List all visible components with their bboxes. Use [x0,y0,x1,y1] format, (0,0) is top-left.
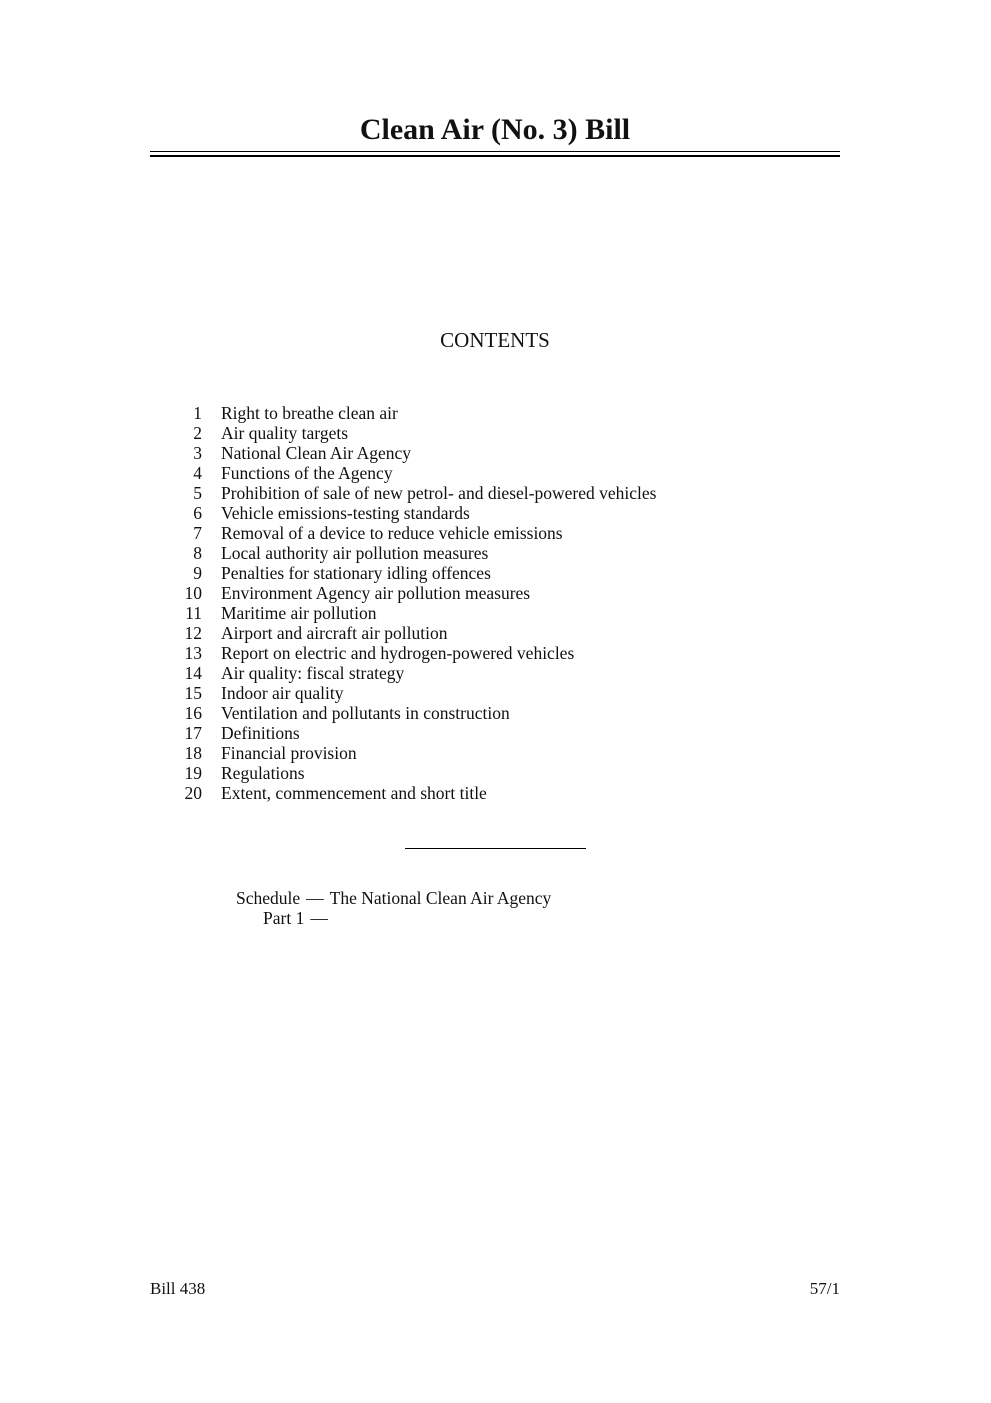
clause-number: 3 [193,443,202,463]
contents-item [170,423,656,443]
contents-item [170,403,656,423]
title-rule-thin [150,151,840,152]
clause-title: Air quality: fiscal strategy [221,663,405,683]
clause-number: 17 [184,723,202,743]
schedule-title: The National Clean Air Agency [329,888,552,908]
contents-item [170,663,656,683]
schedule-entry [236,888,551,908]
contents-item [170,743,656,763]
contents-item [170,643,656,663]
clause-number: 1 [193,403,202,423]
clause-number: 7 [193,523,202,543]
schedule-dash: — [306,888,324,908]
contents-item [170,783,656,803]
clause-number: 14 [184,663,202,683]
clause-number: 5 [193,483,202,503]
section-divider [405,848,586,849]
clause-title: Local authority air pollution measures [221,543,489,563]
schedule-part-label: Part 1 [263,908,305,928]
clause-title: Airport and aircraft air pollution [221,623,448,643]
clause-title: Extent, commencement and short title [221,783,487,803]
title-rule-thick [150,155,840,157]
clause-number: 10 [184,583,202,603]
clause-title: Functions of the Agency [221,463,393,483]
bill-title: Clean Air (No. 3) Bill [359,113,631,146]
clause-number: 2 [193,423,202,443]
clause-title: Penalties for stationary idling offences [221,563,491,583]
clause-number: 12 [184,623,202,643]
clause-number: 16 [184,703,202,723]
clause-title: Regulations [221,763,305,783]
clause-title: Definitions [221,723,300,743]
clause-title: National Clean Air Agency [221,443,412,463]
contents-item [170,563,656,583]
contents-item [170,603,656,623]
contents-item [170,483,656,503]
clause-title: Maritime air pollution [221,603,377,623]
clause-number: 15 [184,683,202,703]
contents-item [170,723,656,743]
clause-title: Right to breathe clean air [221,403,398,423]
contents-heading: CONTENTS [440,328,550,352]
print-reference: 57/1 [809,1279,840,1298]
contents-item [170,503,656,523]
clause-number: 6 [193,503,202,523]
contents-item [170,703,656,723]
clause-title: Financial provision [221,743,357,763]
contents-item [170,763,656,783]
clause-number: 11 [185,603,202,623]
clause-number: 9 [193,563,202,583]
clause-title: Prohibition of sale of new petrol- and diesel-powered vehicles [221,483,657,503]
contents-item [170,683,656,703]
schedule-part-entry [236,908,551,928]
contents-item [170,583,656,603]
clause-title: Ventilation and pollutants in construction [221,703,510,723]
contents-item [170,623,656,643]
clause-title: Removal of a device to reduce vehicle emissions [221,523,563,543]
clause-title: Report on electric and hydrogen-powered vehicles [221,643,575,663]
clause-number: 19 [184,763,202,783]
contents-list [170,403,656,803]
clause-number: 4 [193,463,202,483]
clause-title: Vehicle emissions-testing standards [221,503,470,523]
contents-item [170,543,656,563]
schedule-block [236,888,551,928]
bill-number: Bill 438 [150,1279,206,1298]
clause-number: 13 [184,643,202,663]
contents-item [170,443,656,463]
contents-item [170,463,656,483]
clause-title: Environment Agency air pollution measures [221,583,531,603]
clause-title: Air quality targets [221,423,349,443]
clause-number: 18 [184,743,202,763]
schedule-label: Schedule [236,888,301,908]
clause-number: 20 [184,783,202,803]
contents-item [170,523,656,543]
clause-title: Indoor air quality [221,683,344,703]
schedule-part-dash: — [310,908,328,928]
clause-number: 8 [193,543,202,563]
